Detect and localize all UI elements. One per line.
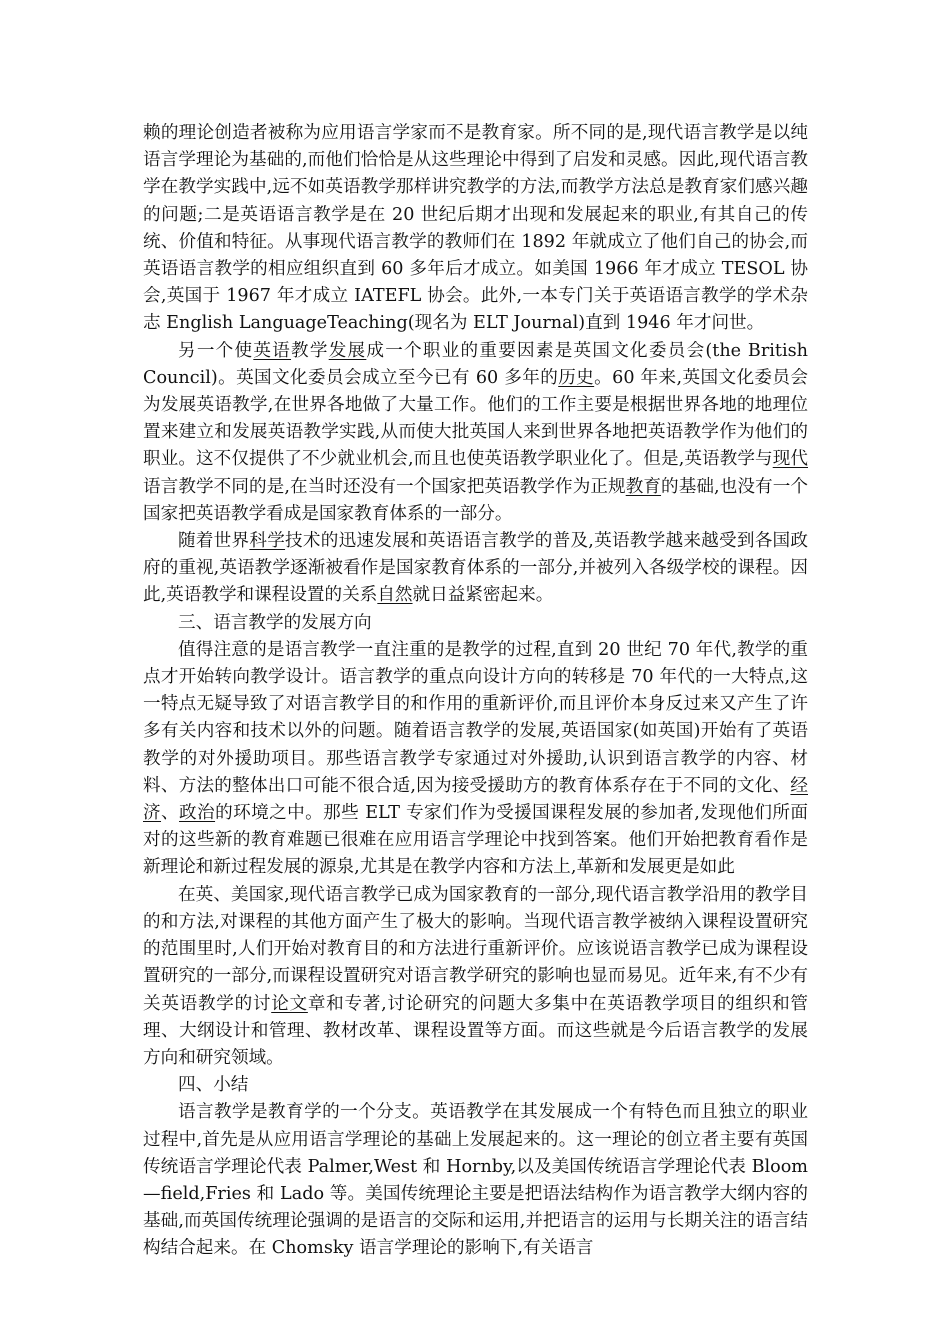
paragraph-text: 随着世界 (178, 531, 250, 552)
heading-text: 三、语言教学的发展方向 (178, 612, 372, 633)
keyword-link[interactable]: 经济 (143, 775, 808, 824)
keyword-link[interactable]: 政治 (179, 803, 216, 824)
paragraph-text: 另一个使 (178, 340, 254, 361)
keyword-link[interactable]: 教育 (625, 476, 662, 497)
paragraph-text: 章和专著,讨论研究的问题大多集中在英语教学项目的组织和管理、大纲设计和管理、教材改革、课程设置等方面。而这些就是今后语言教学的发展方向和研究领域。 (143, 993, 808, 1068)
heading-text: 四、小结 (178, 1075, 249, 1096)
paragraph (143, 882, 808, 1072)
paragraph-text: 赖的理论创造者被称为应用语言学家而不是教育家。所不同的是,现代语言教学是以纯语言学理论为基础的,而他们恰恰是从这些理论中得到了启发和灵感。因此,现代语言教学在教学实践中,远不如英语教学那样讲究教学的方法,而教学方法总是教育家们感兴趣的问题;二是英语语言教学是在 20 世纪后期才出现和发展起来的职业,有其自己的传统、价值和特征。从事现代语言教学的教师们在 1892 年就成立了他们自己的协会,而英语语言教学的相应组织直到 60 多年后才成立。如美国 1966 年才成立 TESOL 协会,英国于 1967 年才成立 IATEFL 协会。此外,一本专门关于英语语言教学的学术杂志 English LanguageTeaching(现名为 ELT Journal)直到 1946 年才问世。 (143, 123, 808, 334)
paragraph-text: 成一个职业的重要因素是英国文化委员会(the British Council)。英国文化委员会成立至今已有 60 多年的 (143, 340, 808, 388)
keyword-link[interactable]: 发展 (328, 340, 367, 361)
keyword-link[interactable]: 论文 (271, 993, 308, 1014)
keyword-link[interactable]: 自然 (377, 585, 413, 606)
paragraph-text: 、 (161, 803, 180, 824)
paragraph-text: 的环境之中。那些 ELT 专家们作为受援国课程发展的参加者,发现他们所面对的这些新的教育难题已很难在应用语言学理论中找到答案。他们开始把教育看作是新理论和新过程发展的源泉,尤其是在教学内容和方法上,革新和发展更是如此 (143, 803, 808, 878)
section-heading (143, 1072, 808, 1099)
paragraph-text: 就日益紧密起来。 (412, 585, 554, 606)
paragraph (143, 120, 808, 338)
keyword-link[interactable]: 历史 (558, 367, 595, 388)
section-heading (143, 610, 808, 637)
document-page (143, 120, 808, 1263)
paragraph-text: 语言教学是教育学的一个分支。英语教学在其发展成一个有特色而且独立的职业过程中,首先是从应用语言学理论的基础上发展起来的。这一理论的创立者主要有英国传统语言学理论代表 Palmer,West 和 Hornby,以及美国传统语言学理论代表 Bloom—field,Fries 和 Lado 等。美国传统理论主要是把语法结构作为语言教学大纲内容的基础,而英国传统理论强调的是语言的交际和运用,并把语言的运用与长期关注的语言结构结合起来。在 Chomsky 语言学理论的影响下,有关语言 (143, 1102, 808, 1259)
keyword-link[interactable]: 英语 (253, 340, 292, 361)
keyword-link[interactable]: 现代 (772, 449, 808, 470)
paragraph-text: 的基础,也没有一个国家把英语教学看成是国家教育体系的一部分。 (143, 476, 808, 524)
paragraph (143, 1099, 808, 1262)
paragraph-text: 。60 年来,英国文化委员会为发展英语教学,在世界各地做了大量工作。他们的工作主要是根据世界各地的地理位置来建立和发展英语教学实践,从而使大批英国人来到世界各地把英语教学作为他们的职业。这不仅提供了不少就业机会,而且也使英语教学职业化了。但是,英语教学与 (143, 367, 808, 470)
paragraph-text: 语言教学不同的是,在当时还没有一个国家把英语教学作为正规 (143, 476, 626, 497)
paragraph-text: 在英、美国家,现代语言教学已成为国家教育的一部分,现代语言教学沿用的教学目的和方法,对课程的其他方面产生了极大的影响。当现代语言教学被纳入课程设置研究的范围里时,人们开始对教育目的和方法进行重新评价。应该说语言教学已成为课程设置研究的一部分,而课程设置研究对语言教学研究的影响也显而易见。近年来,有不少有关英语教学的讨 (143, 884, 808, 1014)
paragraph-text: 教学 (291, 340, 329, 361)
paragraph (143, 338, 808, 528)
paragraph-text: 值得注意的是语言教学一直注重的是教学的过程,直到 20 世纪 70 年代,教学的重点才开始转向教学设计。语言教学的重点向设计方向的转移是 70 年代的一大特点,这一特点无疑导致了对语言教学目的和作用的重新评价,而且评价本身反过来又产生了许多有关内容和技术以外的问题。随着语言教学的发展,英语国家(如英国)开始有了英语教学的对外援助项目。那些语言教学专家通过对外援助,认识到语言教学的内容、材料、方法的整体出口可能不很合适,因为接受援助方的教育体系存在于不同的文化、 (143, 639, 808, 796)
paragraph-text: 技术的迅速发展和英语语言教学的普及,英语教学越来越受到各国政府的重视,英语教学逐渐被看作是国家教育体系的一部分,并被列入各级学校的课程。因此,英语教学和课程设置的关系 (143, 531, 808, 606)
paragraph (143, 528, 808, 610)
keyword-link[interactable]: 科学 (249, 531, 286, 552)
paragraph (143, 637, 808, 882)
